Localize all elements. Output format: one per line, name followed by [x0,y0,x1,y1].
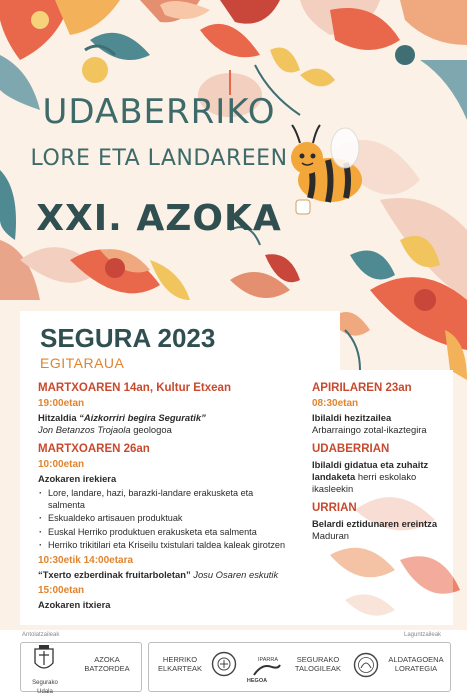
segura-coat-of-arms-icon [33,645,55,675]
day1-talk-title: “Aizkorriri begira Seguratik” [79,412,206,423]
title-line-3: XXI. AZOKA [36,198,282,239]
day2-closing: Azokaren itxiera [38,598,111,610]
bee-icon [291,125,362,214]
col5-line-b: LORATEGIA [394,664,438,673]
org-segura-udala: Segurako Udala [32,680,58,695]
day2-workshop: “Txerto ezberdinak fruitarboletan” [38,568,191,580]
collaborators-label: Laguntzaileak [404,632,442,638]
apr-title: Ibilaldi hezitzailea [312,412,392,423]
day2-workshop-by: Josu Osaren eskutik [193,568,279,580]
title-line-1: UDABERRIKO [42,92,276,132]
col5-line-a: ALDATAGOENA [388,655,444,664]
may-title-b: herri eskolako ikasleekin [312,471,417,494]
org2-line-a: AZOKA [94,655,120,664]
org-azoka-batzordea [82,655,132,673]
apr-heading: APIRILAREN 23an [312,382,412,394]
program-right-column [312,382,452,542]
day1-talk-label: Hitzaldia [38,412,77,423]
organizers-label: Antolatzaileak [22,632,60,638]
col-iparra: IPARRA [257,657,279,663]
day1-talk [38,412,288,424]
event-place-year: SEGURA 2023 [40,323,216,353]
day2-activity-list [38,488,288,552]
col4-line-a: SEGURAKO [296,655,340,664]
title-line-2: LORE ETA LANDAREEN [30,146,288,171]
day1-speaker: Jon Betanzos Trojaola [38,424,131,435]
list-item: · Euskal Herriko produktuen erakusketa eta salmenta [38,527,288,539]
day2-opening: Azokaren irekiera [38,473,117,484]
apr-desc: Arbarraingo zotal-ikaztegira [312,424,427,435]
may-line [312,459,452,495]
summer-place: Maduran [312,530,350,541]
may-title-a: Ibilaldi gidatua eta zuhaitz landaketa [312,459,429,482]
day1-heading: MARTXOAREN 14an, Kultur Etxean [38,382,231,394]
iparra-hegoa-logo-icon [252,663,282,677]
day1-speaker-role: geologoa [133,424,172,435]
day2-heading: MARTXOAREN 26an [38,443,150,455]
summer-title: Belardi eztidunaren ereintza [312,518,438,529]
program-left-column [38,382,288,611]
may-heading: UDABERRIAN [312,443,390,455]
org2-line-b: BATZORDEA [84,664,130,673]
day2-workshop-line [38,569,288,581]
event-subtitle: EGITARAUA [40,355,125,371]
list-item: · Herriko trikitilari eta Kriseilu txistulari taldea kaleak girotzen [38,540,288,552]
col-hegoa: HEGOA [246,678,268,684]
col-segurako-talogileak [291,655,345,673]
day1-time: 19:00etan [38,398,85,409]
day1-speaker-line [38,424,288,436]
col4-line-b: TALOGILEAK [294,664,342,673]
col-aldatagoena-loratagia [384,655,448,673]
day2-time-1: 10:00etan [38,459,85,470]
list-item: · Lore, landare, hazi, barazki-landare erakusketa eta salmenta [38,488,288,511]
col-herriko-elkarteak [155,655,205,673]
day2-time-2: 10:30etik 14:00etara [38,554,134,566]
aldatagoena-seal-icon [353,652,379,678]
list-item: · Eskualdeko artisauen produktuak [38,513,288,525]
apr-time: 08:30etan [312,398,359,409]
collaborator-seal-icon [211,651,237,677]
summer-heading: URRIAN [312,502,357,514]
col1-line-a: HERRIKO [162,655,198,664]
col1-line-b: ELKARTEAK [157,664,203,673]
day2-time-3: 15:00etan [38,584,85,596]
